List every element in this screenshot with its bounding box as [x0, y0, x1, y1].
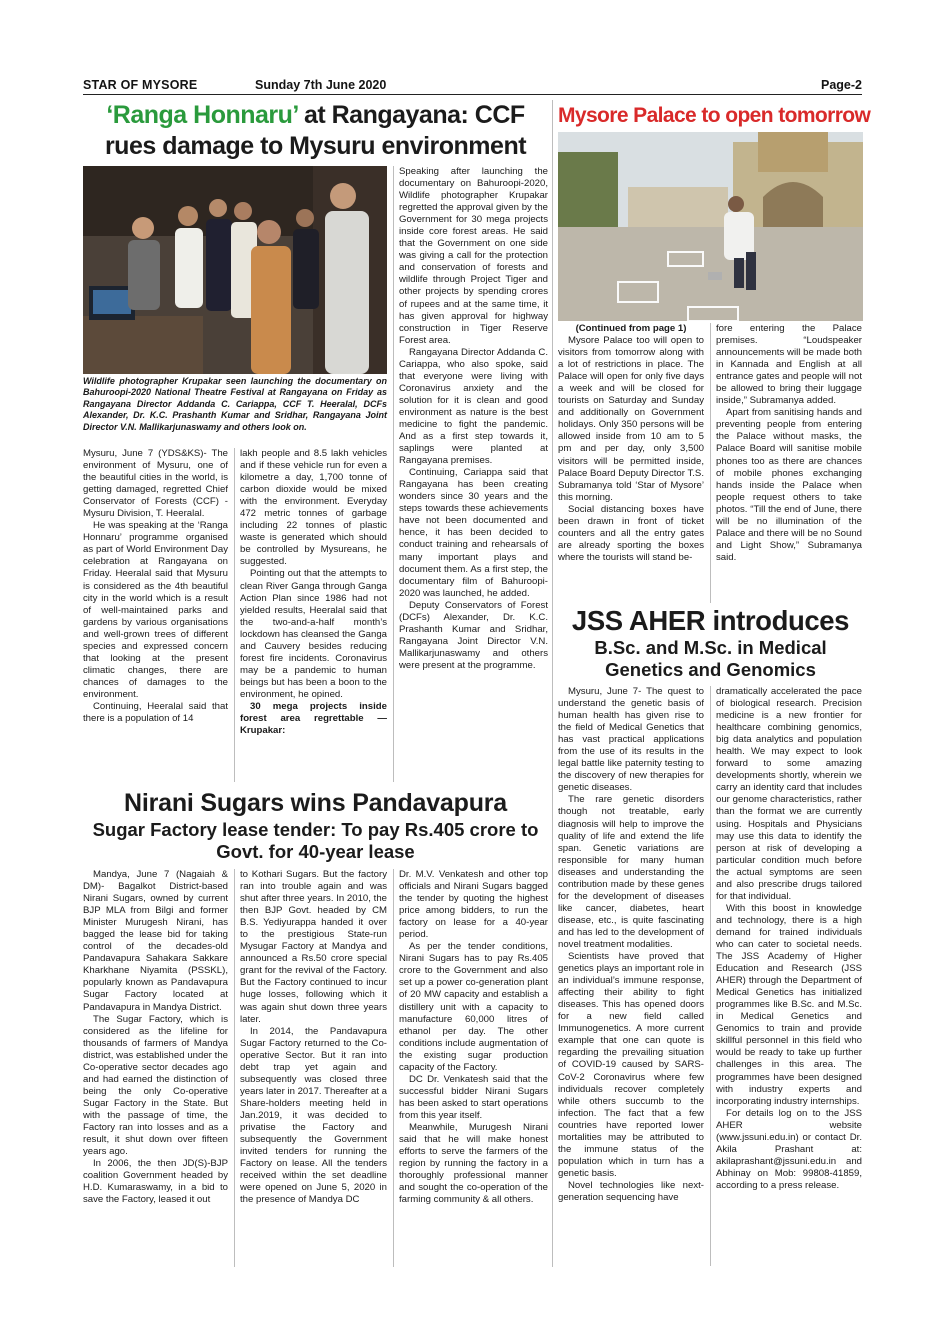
ranga-paragraph: lakh people and 8.5 lakh vehicles and if these vehicle run for even a kilometre a day, 1,700 tonne of carbon dioxide would be mixed with the environment. Everyday 472 metric tonnes of garbage including 22 tonnes of plastic waste is generated which should be controlled by Mysureans, he suggested. [240, 448, 387, 568]
ranga-paragraph: Deputy Conservators of Forest (DCFs) Alexander, Dr. K.C. Prashanth Kumar and Sridhar, Rangayana Joint Director V.N. Mallikarjunaswamy and others were present at the programme. [399, 599, 548, 671]
ranga-subhead: 30 mega projects inside forest area regrettable — Krupakar: [240, 700, 387, 737]
ranga-event-photo [83, 166, 387, 374]
masthead [83, 77, 862, 95]
page-number: Page-2 [821, 78, 862, 92]
jss-headline: JSS AHER introduces [571, 605, 850, 636]
palace-continued-note: (Continued from page 1) [575, 323, 687, 334]
ranga-paragraph: Speaking after launching the documentary on Bahuroopi-2020, Wildlife photographer Krupakar regretted the approval given by the Government for 30 mega projects inside core forest areas. He said that the Government on one side was giving a call for the protection and conservation of forests and wildlife through Project Tiger and other projects by spending crores of rupees and at the same time, it has given approval for highway construction in Tiger Reserve Forest area. [399, 166, 548, 346]
palace-paragraph: fore entering the Palace premises. “Loudspeaker announcements will be made both in Kannada and English at all entrance gates and people will not be allowed to bring their luggage inside,” Subramanya added. [716, 323, 862, 407]
jss-paragraph: Novel technologies like next-generation sequencing have [558, 1179, 704, 1203]
palace-column-1 [558, 323, 704, 603]
column-divider [710, 323, 711, 603]
column-divider [393, 166, 394, 782]
jss-column-2 [716, 686, 862, 1266]
jss-paragraph: dramatically accelerated the pace of biological research. Precision medicine is a new frontier for healthcare combining genomics, big data analytics and population health. We may expect to look forward to some amazing developments shortly, wherein we carry an identity card that includes our genome characteristics, rather than the format we are currently using. Hospitals and Physicians may use this data to identify the person at risk of developing a particular condition much before the actual symptoms are seen and also prescribe drugs tailored for that individual. [716, 686, 862, 902]
nirani-column-3 [399, 869, 548, 1267]
ranga-column-3 [399, 166, 548, 782]
column-divider [234, 448, 235, 782]
ranga-paragraph: Continuing, Heeralal said that there is a population of 14 [83, 700, 228, 725]
jss-paragraph: Mysuru, June 7- The quest to understand the genetic basis of human health has given rise to the field of Medical Genetics that has vast practical applications from the use of its results in the legal battle like paternity testing to the discovery of new therapies for genetic diseases. [558, 686, 704, 794]
paper-name: STAR OF MYSORE [83, 78, 198, 92]
palace-headline: Mysore Palace to open tomorrow [558, 104, 871, 127]
nirani-paragraph: Dr. M.V. Venkatesh and other top officials and Nirani Sugars bagged the tender by quoting the highest price among bidders, to run the factory on lease for a 40-year period. [399, 869, 548, 941]
ranga-column-2 [240, 448, 387, 782]
column-divider [234, 869, 235, 1267]
nirani-column-1 [83, 869, 228, 1267]
nirani-headline: Nirani Sugars wins Pandavapura [123, 789, 507, 817]
nirani-paragraph: to Kothari Sugars. But the factory ran into trouble again and was shut after three years. In 2010, the then BJP Govt. headed by CM B.S. Yediyurappa handed it over to the prestigious State-run Mysugar Factory at Mandya and announced a Rs.50 crore special grant for the revival of the Factory. But the Factory continued to incur huge losses, following which it was again shut down three years later. [240, 869, 387, 1025]
nirani-paragraph: In 2014, the Pandavapura Sugar Factory returned to the Co-operative Sector. But it ran into debt trap yet again and subsequently was closed three years later in 2017. Thereafter at a Share-holders meeting held in Jan.2019, it was decided to privatise the Factory and subsequently the Government invited tenders for running the Factory on lease. All the tenders received within the set deadline were opened on June 5, 2020 in the presence of Mandya DC [240, 1025, 387, 1206]
ranga-headline-highlight: ‘Ranga Honnaru’ [106, 101, 298, 129]
palace-photo [558, 132, 863, 321]
column-divider [710, 686, 711, 1266]
ranga-paragraph: Rangayana Director Addanda C. Cariappa, who also spoke, said that everyone were living with Coronavirus anxiety and the solution for it is clean and good environment as nature is the best medicine to fight the pandemic. And as a first step towards it, saplings were planted at Rangayana premises. [399, 346, 548, 467]
nirani-column-2 [240, 869, 387, 1267]
ranga-paragraph: Pointing out that the attempts to clean River Ganga through Ganga Action Plan since 1986 had not yielded results, Heeralal said that the two-and-a-half month’s lockdown has cleansed the Ganga and Cauvery besides reducing forest fire incidents. Coronavirus may be a pandemic to human beings but has been a boon to the environment, he opined. [240, 568, 387, 700]
ranga-photo-caption: Wildlife photographer Krupakar seen launching the documentary on Bahuroopi-2020 National Theatre Festival at Rangayana on Friday as Rangayana Director Addanda C. Cariappa, CCF T. Heeralal, DCFs Alexander, Dr. K.C. Prashanth Kumar and Sridhar, Rangayana Joint Director V.N. Mallikarjunaswamy and others look on. [83, 376, 387, 432]
jss-paragraph: Scientists have proved that genetics plays an important role in an individual’s immune response, affecting their ability to fight diseases. This has opened doors for a new field called Immunogenetics. A more current example that one can quote is regarding the prevailing situation of COVID-19 caused by SARS-CoV-2 Coronavirus where few individuals recover completely while others succumb to the infection. The fact that a few countries have reported lower mortalities may be attributed to the immune status of the population which in turn has a genetic basis. [558, 951, 704, 1179]
ranga-headline-rest: at Rangayana: CCF rues damage to Mysuru environment [104, 101, 527, 160]
nirani-paragraph: As per the tender conditions, Nirani Sugars has to pay Rs.405 crore to the Government and also set up a power co-generation plant of 20 MW capacity and establish a distillery unit with a capacity to manufacture 60,000 litres of ethanol per day. The other conditions include augmentation of the existing sugar production capacity of the Factory. [399, 941, 548, 1073]
nirani-paragraph: Meanwhile, Murugesh Nirani said that he will make honest efforts to serve the farmers of the region by running the factory in a thoroughly professional manner and sought the co-operation of the farming community & all others. [399, 1121, 548, 1206]
ranga-headline [83, 100, 548, 162]
nirani-subheadline: Sugar Factory lease tender: To pay Rs.405 crore to Govt. for 40-year lease [92, 819, 539, 862]
palace-paragraph: Social distancing boxes have been drawn in front of ticket counters and all the entry gates are already sporting the boxes where the tourists will stand be- [558, 503, 704, 563]
palace-paragraph: Apart from sanitising hands and preventing people from entering the Palace without masks, the Palace Board will sanitise mobile phones too as there are chances of mobile phones exchanging hands inside the Palace when people request others to take photos. “Till the end of June, there will be no illumination of the Palace and there will be no Sound and Light Show,” Subramanya said. [716, 407, 862, 563]
nirani-paragraph: In 2006, the then JD(S)-BJP coalition Government headed by H.D. Kumaraswamy, in a bid to save the Factory, leased it out [83, 1158, 228, 1206]
nirani-paragraph: The Sugar Factory, which is considered as the lifeline for thousands of farmers of Mandya district, was established under the Co-operative sector decades ago and had earned the distinction of being the only Co-operative Sugar Factory in the State. But with the passage of time, the Factory ran into losses and as a result, it shut down over fifteen years ago. [83, 1013, 228, 1158]
nirani-paragraph: Mandya, June 7 (Nagaiah & DM)- Bagalkot District-based Nirani Sugars, owned by current BJP MLA from Bilgi and former Minister Murugesh Nirani, has bagged the lease bid for taking control of the decades-old Pandavapura Sahakara Sakkare Kharkhane Niyamita (PSSKL), popularly known as Pandavapura Sugar Factory located at Pandavapura in Mandya District. [83, 869, 228, 1013]
jss-paragraph: The rare genetic disorders though not treatable, early diagnosis will help to improve the quality of life and extend the life span. Genetic variations are responsible for many human diseases and understanding the contribution made by these genes for the development of diseases like cancer, diabetes, heart disease, etc., is quite fascinating and has led to the development of novel treatment modalities. [558, 794, 704, 950]
issue-date: Sunday 7th June 2020 [255, 78, 387, 92]
jss-column-1 [558, 686, 704, 1266]
section-divider [552, 100, 553, 1267]
column-divider [393, 869, 394, 1267]
palace-paragraph: Mysore Palace too will open to visitors from tomorrow along with a lot of restrictions in place. The Palace will open for only five days a week and will be closed for tourists on Saturday and Sunday and additionally on Government holidays. Only 350 persons will be allowed inside from 10 am to 5 pm and per day, only 3,500 visitors will be permitted inside, Palace Board Deputy Director T.S. Subramanya told ‘Star of Mysore’ this morning. [558, 335, 704, 503]
ranga-paragraph: Mysuru, June 7 (YDS&KS)- The environment of Mysuru, one of the beautiful cities in the world, is getting damaged, regretted Chief Conservator of Forests (CCF) - Mysuru Division, T. Heeralal. [83, 448, 228, 520]
nirani-paragraph: DC Dr. Venkatesh said that the successful bidder Nirani Sugars has been asked to start operations from this year itself. [399, 1073, 548, 1121]
jss-paragraph: For details log on to the JSS AHER website (www.jssuni.edu.in) or contact Dr. Akila Prashant at: akilaprashant@jssuni.edu.in and Abhinay on Mob: 99808-41859, according to a press release. [716, 1107, 862, 1191]
ranga-paragraph: He was speaking at the ‘Ranga Honnaru’ programme organised as part of World Environment Day celebration at Rangayana on Friday. Heeralal said that Mysuru is considered as the 4th beautiful city in the world which is a result of well-maintained parks and gardens by various organisations and well-grown trees of different species and expressed concern that looking at the present climatic changes, there are chances of damages to the environment. [83, 520, 228, 700]
jss-subheadline: B.Sc. and M.Sc. in Medical Genetics and Genomics [594, 637, 827, 680]
ranga-column-1 [83, 448, 228, 782]
ranga-paragraph: Continuing, Cariappa said that Rangayana has been creating wonders since 30 years and the steps towards these achievements have not been documented and hence, it has been decided to conduct training and rehearsals of many important plays and document them. As a first step, the documentary film of Bahuroopi-2020 was launched, he added. [399, 467, 548, 599]
palace-column-2 [716, 323, 862, 603]
jss-paragraph: With this boost in knowledge and technology, there is a high demand for trained individuals who can cater to societal needs. The JSS Academy of Higher Education and Research (JSS AHER) through the Department of Medical Genetics has initialized programmes like B.Sc. and M.Sc. in Medical Genetics and Genomics to train and provide skillful personnel in this field who would be ready to take up further challenges in this area. The programmes have been designed with industry experts and incorporating industry internships. [716, 902, 862, 1107]
